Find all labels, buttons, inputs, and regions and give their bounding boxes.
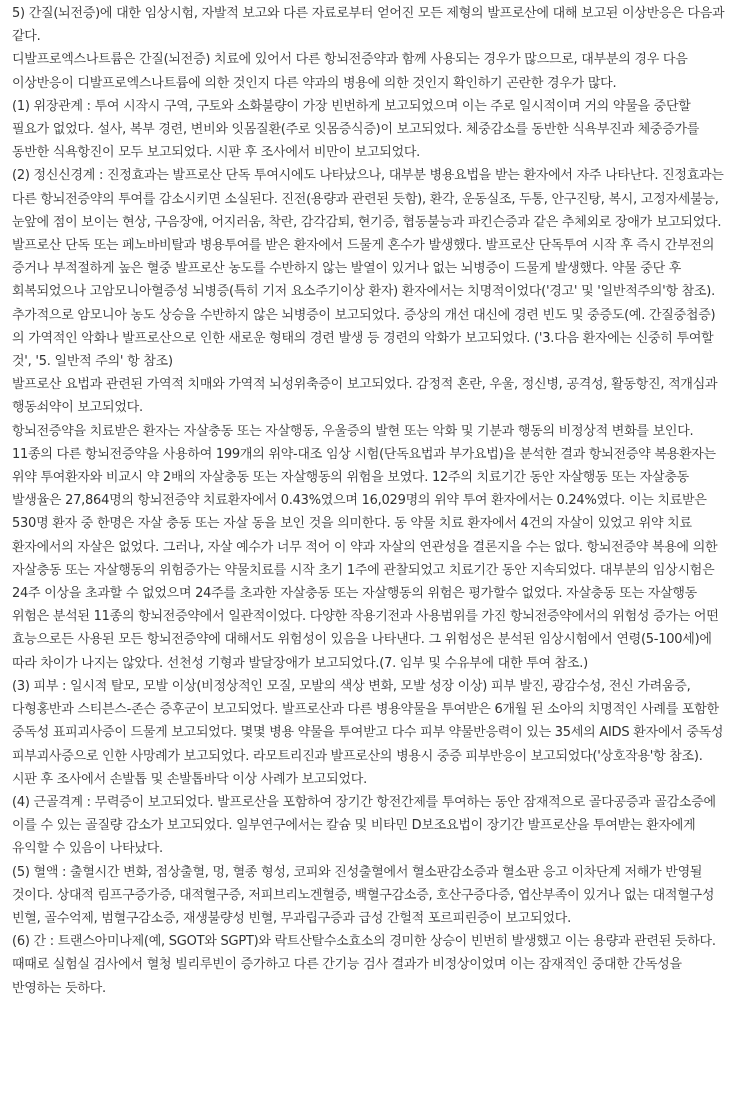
paragraph-neuropsychiatric: (2) 정신신경계 : 진정효과는 발프로산 단독 투여시에도 나타났으나, 대부분 병용요법을 받는 환자에서 자주 나타난다. 진정효과는 다른 항뇌전증약의 투여를 감소시키면 소실된다. 진전(용량과 관련된 듯함), 환각, 운동실조, 두통, 안구진탕, 복시, 고정자세불능, 눈앞에 점이 보이는 현상, 구음장애, 어지러움, 착란, 감각감퇴, 현기증, 협동불능과 파킨슨증과 같은 추체외로 장애가 보고되었다. 발프로산 단독 또는 페노바비탈과 병용투여를 받은 환자에서 드물게 혼수가 발생했다. 발프로산 단독투여 시작 후 즉시 간부전의 증거나 부적절하게 높은 혈중 발프로산 농도를 수반하지 않는 발열이 있거나 없는 뇌병증이 드물게 발생했다. 약물 중단 후 회복되었으나 고암모니아혈증성 뇌병증(특히 기저 요소주기이상 환자) 환자에서는 치명적이었다('경고' 및 '일반적주의'항 참조). 추가적으로 암모니아 농도 상승을 수반하지 않은 뇌병증이 보고되었다. 증상의 개선 대신에 경련 빈도 및 중증도(예. 간질중첩증)의 가역적인 악화나 발프로산으로 인한 새로운 형태의 경련 발생 등 경련의 악화가 보고되었다. ('3.다음 환자에는 신중히 투여할 것', '5. 일반적 주의' 항 참조) <box>12 168 724 370</box>
paragraph-skin: (3) 피부 : 일시적 탈모, 모발 이상(비정상적인 모질, 모발의 색상 변화, 모발 성장 이상) 피부 발진, 광감수성, 전신 가려움증, 다형홍반과 스티븐스-존슨 증후군이 보고되었다. 발프로산과 다른 병용약물을 투여받은 6개월 된 소아의 치명적인 사례를 포함한 중독성 표피괴사증이 드물게 보고되었다. 몇몇 병용 약물을 투여받고 다수 피부 약물반응력이 있는 35세의 AIDS 환자에서 중독성 피부괴사증으로 인한 사망례가 보고되었다. 라모트리진과 발프로산의 병용시 중증 피부반응이 보고되었다('상호작용'항 참조). 시판 후 조사에서 손발톱 및 손발톱바닥 이상 사례가 보고되었다. <box>12 678 724 787</box>
paragraph-hematologic: (5) 혈액 : 출혈시간 변화, 점상출혈, 멍, 혈종 형성, 코피와 진성출혈에서 혈소판감소증과 혈소판 응고 이차단계 저해가 반영될 것이다. 상대적 림프구증가증, 대적혈구증, 저피브리노겐혈증, 백혈구감소증, 호산구증다증, 엽산부족이 있거나 없는 대적혈구성 빈혈, 골수억제, 범혈구감소증, 재생불량성 빈혈, 무과립구증과 급성 간헐적 포르피린증이 보고되었다. <box>12 864 715 926</box>
paragraph-musculoskeletal: (4) 근골격계 : 무력증이 보고되었다. 발프로산을 포함하여 장기간 항전간제를 투여하는 동안 잠재적으로 골다공증과 골감소증에 이를 수 있는 골질량 감소가 보고되었다. 일부연구에서는 칼슘 및 비타민 D보조요법이 장기간 발프로산을 투여받는 환자에게 유익할 수 있음이 나타났다. <box>12 794 716 857</box>
paragraph-divalproex-note: 디발프로엑스나트륨은 간질(뇌전증) 치료에 있어서 다른 항뇌전증약과 함께 사용되는 경우가 많으므로, 대부분의 경우 다음 이상반응이 디발프로엑스나트륨에 의한 것인지 다른 약과의 병용에 의한 것인지 확인하기 곤란한 경우가 많다. <box>12 52 688 91</box>
paragraph-suicidality: 항뇌전증약을 치료받은 환자는 자살충동 또는 자살행동, 우울증의 발현 또는 악화 및 기분과 행동의 비정상적 변화를 보인다. 11종의 다른 항뇌전증약을 사용하여 199개의 위약-대조 임상 시험(단독요법과 부가요법)을 분석한 결과 항뇌전증약 복용환자는 위약 투여환자와 비교시 약 2배의 자살충동 또는 자살행동의 위험을 보였다. 12주의 치료기간 동안 자살행동 또는 자살충동 발생율은 27,864명의 항뇌전증약 치료환자에서 0.43%였으며 16,029명의 위약 투여 환자에서는 0.24%였다. 이는 치료받은 530명 환자 중 한명은 자살 충동 또는 자살 동을 보인 것을 의미한다. 동 약물 치료 환자에서 4건의 자살이 있었고 위약 치료 환자에서의 자살은 없었다. 그러나, 자살 예수가 너무 적어 이 약과 자살의 연관성을 결론지을 수는 없다. 항뇌전증약 복용에 의한 자살충동 또는 자살행동의 위험증가는 약물치료를 시작 초기 1주에 관찰되었고 치료기간 동안 지속되었다. 대부분의 임상시험은 24주 이상을 초과할 수 없었으며 24주를 초과한 자살충동 또는 자살행동의 위험은 평가할수 없었다. 자살충동 또는 자살행동 위험은 분석된 11종의 항뇌전증약에서 일관적이었다. 다양한 작용기전과 사용범위를 가진 항뇌전증약에서의 위험성 증가는 어떤 효능으로든 사용된 모든 항뇌전증약에 대해서도 위험성이 있음을 나타낸다. 그 위험성은 분석된 임상시험에서 연령(5-100세)에 따라 차이가 나지는 않았다. 선천성 기형과 발달장애가 보고되었다.(7. 임부 및 수유부에 대한 투여 참조.) <box>12 423 719 671</box>
paragraph-gastrointestinal: (1) 위장관계 : 투여 시작시 구역, 구토와 소화불량이 가장 빈번하게 보고되었으며 이는 주로 일시적이며 거의 약물을 중단할 필요가 없었다. 설사, 복부 경련, 변비와 잇몸질환(주로 잇몸증식증)이 보고되었다. 체중감소를 동반한 식욕부진과 체중증가를 동반한 식욕항진이 모두 보고되었다. 시판 후 조사에서 비만이 보고되었다. <box>12 98 700 161</box>
paragraph-hepatic: (6) 간 : 트랜스아미나제(예, SGOT와 SGPT)와 락트산탈수소효소의 경미한 상승이 빈번히 발생했고 이는 용량과 관련된 듯하다. 때때로 실험실 검사에서 혈청 빌리루빈이 증가하고 다른 간기능 검사 결과가 비정상이었며 이는 잠재적인 중대한 간독성을 반영하는 듯하다. <box>12 934 716 996</box>
paragraph-dementia: 발프로산 요법과 관련된 가역적 치매와 가역적 뇌성위축증이 보고되었다. 감정적 혼란, 우울, 정신병, 공격성, 활동항진, 적개심과 행동쇠약이 보고되었다. <box>12 377 718 416</box>
paragraph-intro: 5) 간질(뇌전증)에 대한 임상시험, 자발적 보고와 다른 자료로부터 얻어진 모든 제형의 발프로산에 대해 보고된 이상반응은 다음과 같다. <box>12 6 725 45</box>
